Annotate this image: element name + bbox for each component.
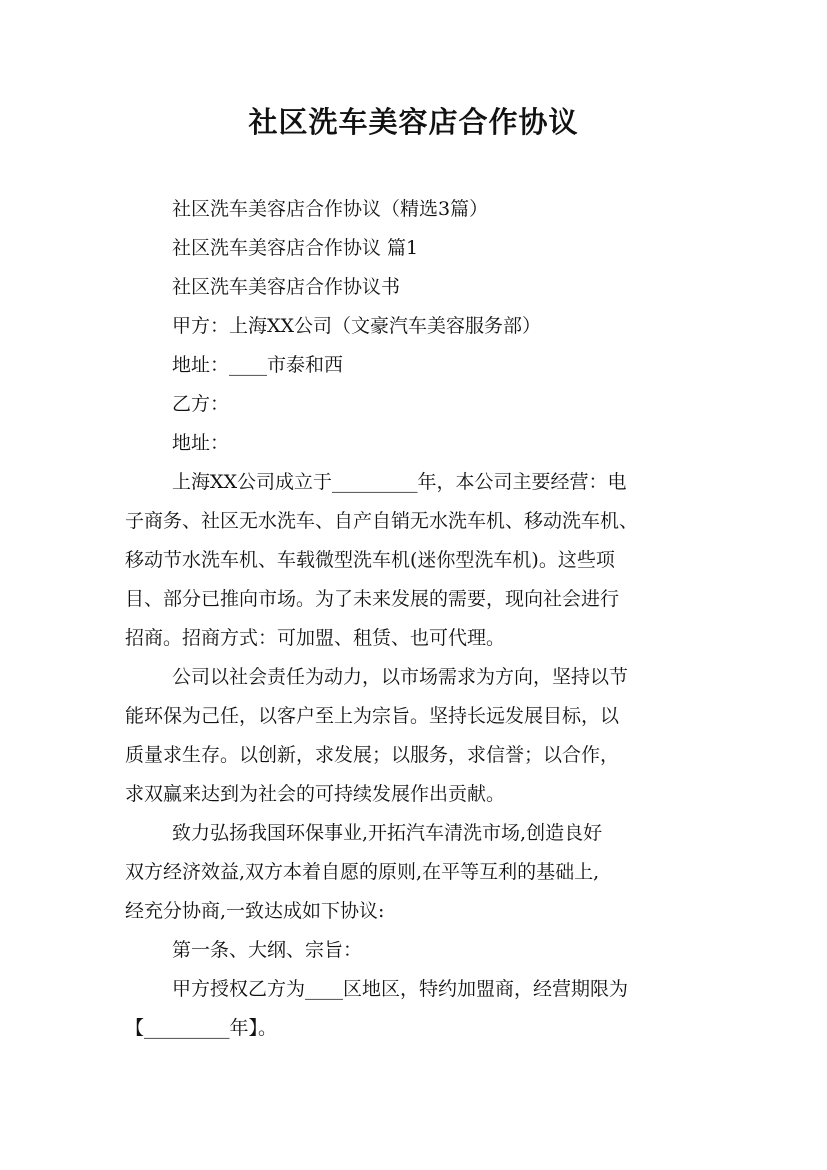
paragraph-company-mission — [125, 658, 715, 814]
party-a-address-line: 地址：____市泰和西 — [172, 354, 344, 376]
paragraph-row: 质量求生存。以创新，求发展；以服务，求信誉；以合作， — [125, 744, 620, 766]
paragraph-row: 能环保为己任，以客户至上为宗旨。坚持长远发展目标，以 — [125, 705, 620, 727]
paragraph-row: 招商。招商方式：可加盟、租赁、也可代理。 — [125, 627, 506, 649]
paragraph-row: 公司以社会责任为动力，以市场需求为方向，坚持以节 — [172, 666, 629, 688]
paragraph-row: 经充分协商,一致达成如下协议: — [125, 900, 385, 922]
paragraph-authorization — [125, 970, 715, 1048]
paragraph-row: 子商务、社区无水洗车、自产自销无水洗车机、移动洗车机、 — [125, 510, 639, 532]
paragraph-row: 移动节水洗车机、车载微型洗车机(迷你型洗车机)。这些项 — [125, 549, 615, 571]
paragraph-company-intro — [125, 463, 715, 658]
paragraph-row: 双方经济效益,双方本着自愿的原则,在平等互利的基础上, — [125, 861, 600, 883]
party-b-line: 乙方： — [172, 393, 230, 415]
paragraph-row: 求双赢来达到为社会的可持续发展作出贡献。 — [125, 783, 506, 805]
party-b-address-line: 地址： — [172, 432, 230, 454]
text-line: 社区洗车美容店合作协议（精选3篇） — [172, 198, 489, 220]
document-body — [125, 190, 715, 1048]
paragraph-row: 上海XX公司成立于_________年，本公司主要经营：电 — [172, 471, 627, 493]
paragraph-row: 目、部分已推向市场。为了未来发展的需要，现向社会进行 — [125, 588, 620, 610]
paragraph-row: 甲方授权乙方为____区地区，特约加盟商，经营期限为 — [172, 978, 629, 1000]
paragraph-row: 【_________年】。 — [125, 1017, 278, 1039]
document-title: 社区洗车美容店合作协议 — [248, 105, 579, 139]
paragraph-row: 第一条、大纲、宗旨： — [172, 939, 363, 961]
text-line: 社区洗车美容店合作协议书 — [172, 276, 401, 298]
paragraph-row: 致力弘扬我国环保事业,开拓汽车清洗市场,创造良好 — [172, 822, 603, 844]
text-line: 社区洗车美容店合作协议 篇1 — [172, 237, 419, 259]
article-1-heading — [125, 931, 715, 970]
paragraph-agreement-intro — [125, 814, 715, 931]
party-a-line: 甲方：上海XX公司（文豪汽车美容服务部） — [172, 315, 542, 337]
